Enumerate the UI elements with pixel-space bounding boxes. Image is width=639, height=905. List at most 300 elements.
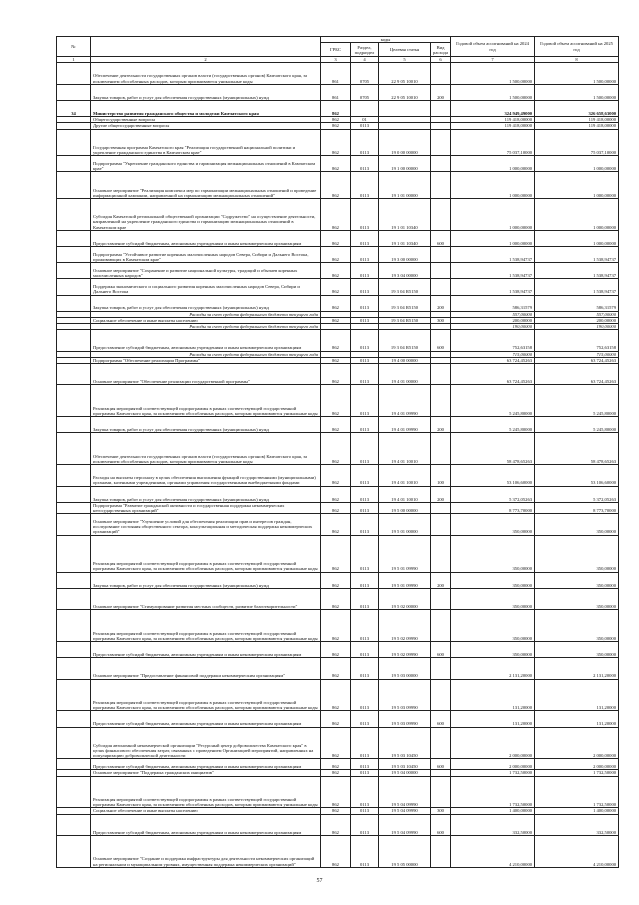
row-target-article: 19 0 00 00000 bbox=[379, 129, 431, 156]
row-name: Основное мероприятие "Реализация комплекса мер по гармонизации межнациональных отношений и проведение информационной кампании, направленной на гармонизацию межнациональных отношений" bbox=[91, 172, 321, 199]
row-number bbox=[57, 156, 91, 172]
row-number bbox=[57, 63, 91, 84]
row-expense-type: 600 bbox=[431, 759, 451, 770]
row-name: Предоставление субсидий бюджетным, автономным учреждениям и иным некоммерческим организациям bbox=[91, 230, 321, 246]
row-grbs: 862 bbox=[321, 317, 351, 323]
row-razdel: 0113 bbox=[351, 172, 379, 199]
row-expense-type: 600 bbox=[431, 814, 451, 835]
row-target-article: 19 3 00 00000 bbox=[379, 246, 431, 262]
row-volume-2025: 1 538,94737 bbox=[535, 263, 619, 279]
header-vr: Вид расхода bbox=[431, 43, 451, 57]
table-row bbox=[57, 198, 619, 230]
row-razdel: 0113 bbox=[351, 246, 379, 262]
row-volume-2024: 63 724,45263 bbox=[451, 357, 535, 363]
row-volume-2025: 119 418,00000 bbox=[535, 123, 619, 129]
row-volume-2025: 63 724,45263 bbox=[535, 357, 619, 363]
row-razdel: 0113 bbox=[351, 156, 379, 172]
row-number bbox=[57, 364, 91, 385]
header-number: № bbox=[57, 37, 91, 57]
row-target-article: 19 5 02 09990 bbox=[379, 610, 431, 642]
row-grbs: 862 bbox=[321, 770, 351, 776]
row-number bbox=[57, 679, 91, 711]
row-expense-type bbox=[431, 246, 451, 262]
row-volume-2024: 350,00000 bbox=[451, 642, 535, 658]
row-target-article: 19 5 05 00000 bbox=[379, 835, 431, 867]
row-expense-type: 600 bbox=[431, 330, 451, 351]
header-codes: коды bbox=[321, 37, 451, 43]
row-razdel: 0113 bbox=[351, 123, 379, 129]
row-volume-2025: 58 478,65263 bbox=[535, 433, 619, 465]
row-target-article: 19 3 04 R5150 bbox=[379, 317, 431, 323]
row-volume-2024: 119 418,00000 bbox=[451, 123, 535, 129]
row-grbs: 861 bbox=[321, 63, 351, 84]
row-target-article: 19 5 03 09990 bbox=[379, 711, 431, 727]
row-name: Субсидия Камчатской региональной общественной организации "Содружество" на осуществление деятельности, направленной на укрепление гражданского единства и гармонизацию межнациональных отношений в Камчатском крае bbox=[91, 198, 321, 230]
row-name: Обеспечение деятельности государственных органов власти (государственных органов) Камчатского края, за исключением обособленных расходов, которым присваиваются уникальные коды bbox=[91, 63, 321, 84]
row-volume-2024: 2 000,00000 bbox=[451, 727, 535, 759]
row-razdel: 0113 bbox=[351, 433, 379, 465]
row-name: Основное мероприятие "Предоставление финансовой поддержки некоммерческим организациям" bbox=[91, 658, 321, 679]
row-razdel: 0113 bbox=[351, 727, 379, 759]
row-razdel: 0113 bbox=[351, 770, 379, 776]
table-row bbox=[57, 588, 619, 609]
row-name: Предоставление субсидий бюджетным, автономным учреждениям и иным некоммерческим организациям bbox=[91, 759, 321, 770]
row-expense-type bbox=[431, 433, 451, 465]
row-target-article: 19 5 03 09990 bbox=[379, 679, 431, 711]
row-volume-2024: 1 000,00000 bbox=[451, 230, 535, 246]
row-razdel: 0113 bbox=[351, 679, 379, 711]
row-expense-type bbox=[431, 658, 451, 679]
table-row bbox=[57, 433, 619, 465]
row-volume-2025: 1 538,94737 bbox=[535, 279, 619, 295]
row-number bbox=[57, 711, 91, 727]
row-volume-2024: 1 000,00000 bbox=[451, 172, 535, 199]
row-number bbox=[57, 433, 91, 465]
row-razdel: 0113 bbox=[351, 317, 379, 323]
row-target-article: 22 9 05 10010 bbox=[379, 63, 431, 84]
row-expense-type bbox=[431, 514, 451, 535]
row-number bbox=[57, 588, 91, 609]
row-target-article: 19 5 04 09990 bbox=[379, 808, 431, 814]
row-volume-2024: 1 538,94737 bbox=[451, 263, 535, 279]
row-number bbox=[57, 759, 91, 770]
row-name: Закупка товаров, работ и услуг для обеспечения государственных (муниципальных) нужд bbox=[91, 84, 321, 100]
row-razdel: 0113 bbox=[351, 330, 379, 351]
table-row bbox=[57, 129, 619, 156]
header-index: 3 bbox=[321, 57, 351, 63]
row-volume-2024: 752,63158 bbox=[451, 330, 535, 351]
row-name: Реализация мероприятий соответствующей подпрограммы в рамках соответствующей государственной программы Камчатского края, за исключением обособленных расходов, которым присваиваются уникальные коды bbox=[91, 535, 321, 572]
row-volume-2024: 119 418,00000 bbox=[451, 117, 535, 123]
row-volume-2025: 1 000,00000 bbox=[535, 156, 619, 172]
row-volume-2025: 5 245,80000 bbox=[535, 417, 619, 433]
row-target-article: 19 4 01 09990 bbox=[379, 417, 431, 433]
row-volume-2025: 5 372,05263 bbox=[535, 486, 619, 502]
row-number bbox=[57, 727, 91, 759]
header-razdel: Раздел, подраздел bbox=[351, 43, 379, 57]
row-razdel: 0113 bbox=[351, 835, 379, 867]
row-target-article: 19 5 04 00000 bbox=[379, 770, 431, 776]
row-expense-type bbox=[431, 100, 451, 116]
row-name: Обеспечение деятельности государственных органов власти (государственных органов) Камчатского края, за исключением обособленных расходов, которым присваиваются уникальные коды bbox=[91, 433, 321, 465]
row-volume-2024: 2 131,20000 bbox=[451, 658, 535, 679]
row-grbs: 862 bbox=[321, 156, 351, 172]
row-expense-type bbox=[431, 835, 451, 867]
row-target-article bbox=[379, 100, 431, 116]
row-volume-2025: 1 732,50000 bbox=[535, 770, 619, 776]
row-name: Расходы за счет средств федерального бюджета текущего года bbox=[91, 311, 321, 317]
row-expense-type: 600 bbox=[431, 711, 451, 727]
row-target-article: 19 5 01 09990 bbox=[379, 572, 431, 588]
row-volume-2025: 190,00000 bbox=[535, 324, 619, 330]
row-target-article: 22 9 05 10010 bbox=[379, 84, 431, 100]
row-target-article: 19 5 01 09990 bbox=[379, 535, 431, 572]
row-name: Реализация мероприятий соответствующей подпрограммы в рамках соответствующей государственной программы Камчатского края, за исключением обособленных расходов, которым присваиваются уникальные коды bbox=[91, 679, 321, 711]
row-name: Закупка товаров, работ и услуг для обеспечения государственных (муниципальных) нужд bbox=[91, 572, 321, 588]
row-expense-type: 200 bbox=[431, 84, 451, 100]
row-name: Закупка товаров, работ и услуг для обеспечения государственных (муниципальных) нужд bbox=[91, 295, 321, 311]
row-grbs: 861 bbox=[321, 84, 351, 100]
row-razdel: 0113 bbox=[351, 364, 379, 385]
row-name: Предоставление субсидий бюджетным, автономным учреждениям и иным некоммерческим организациям bbox=[91, 814, 321, 835]
row-grbs: 862 bbox=[321, 246, 351, 262]
row-name: Подпрограмма "Обеспечение реализации Программы" bbox=[91, 357, 321, 363]
row-target-article: 19 4 01 10010 bbox=[379, 465, 431, 486]
row-grbs: 862 bbox=[321, 330, 351, 351]
row-volume-2025: 2 131,20000 bbox=[535, 658, 619, 679]
row-expense-type bbox=[431, 535, 451, 572]
row-expense-type: 200 bbox=[431, 486, 451, 502]
row-volume-2024: 8 773,70000 bbox=[451, 502, 535, 513]
table-row bbox=[57, 417, 619, 433]
header-csr: Целевая статья bbox=[379, 43, 431, 57]
row-volume-2024: 1 732,50000 bbox=[451, 776, 535, 808]
row-grbs: 862 bbox=[321, 535, 351, 572]
row-name: Основное мероприятие "Поддержка гражданских инициатив" bbox=[91, 770, 321, 776]
row-expense-type: 200 bbox=[431, 572, 451, 588]
row-number bbox=[57, 502, 91, 513]
table-row bbox=[57, 63, 619, 84]
row-volume-2024: 557,00000 bbox=[451, 311, 535, 317]
row-target-article: 19 5 03 10450 bbox=[379, 759, 431, 770]
row-expense-type bbox=[431, 279, 451, 295]
row-volume-2024: 5 372,05263 bbox=[451, 486, 535, 502]
row-expense-type bbox=[431, 198, 451, 230]
row-number bbox=[57, 246, 91, 262]
row-name: Реализация мероприятий соответствующей подпрограммы в рамках соответствующей государственной программы Камчатского края, за исключением обособленных расходов, которым присваиваются уникальные коды bbox=[91, 776, 321, 808]
row-target-article: 19 4 00 00000 bbox=[379, 357, 431, 363]
row-volume-2025: 1 000,00000 bbox=[535, 198, 619, 230]
row-volume-2024: 324 949,49000 bbox=[451, 100, 535, 116]
row-grbs: 862 bbox=[321, 658, 351, 679]
table-row bbox=[57, 610, 619, 642]
row-razdel: 0113 bbox=[351, 385, 379, 417]
row-expense-type: 600 bbox=[431, 642, 451, 658]
row-volume-2025: 350,00000 bbox=[535, 535, 619, 572]
row-number bbox=[57, 279, 91, 295]
row-volume-2025: 53 106,60000 bbox=[535, 465, 619, 486]
row-volume-2025: 1 500,00000 bbox=[535, 84, 619, 100]
row-grbs: 862 bbox=[321, 100, 351, 116]
row-volume-2025: 2 000,00000 bbox=[535, 759, 619, 770]
row-razdel: 0113 bbox=[351, 776, 379, 808]
row-volume-2024: 350,00000 bbox=[451, 514, 535, 535]
row-volume-2024: 350,00000 bbox=[451, 588, 535, 609]
row-volume-2025: 350,00000 bbox=[535, 588, 619, 609]
row-razdel: 0113 bbox=[351, 198, 379, 230]
row-number bbox=[57, 658, 91, 679]
row-target-article: 19 5 03 00000 bbox=[379, 658, 431, 679]
row-volume-2024: 2 000,00000 bbox=[451, 759, 535, 770]
row-expense-type: 200 bbox=[431, 417, 451, 433]
row-volume-2025: 1 500,00000 bbox=[535, 63, 619, 84]
row-volume-2024: 58 478,65263 bbox=[451, 433, 535, 465]
table-row bbox=[57, 535, 619, 572]
row-volume-2024: 350,00000 bbox=[451, 535, 535, 572]
row-razdel: 0113 bbox=[351, 357, 379, 363]
row-target-article: 19 1 01 10340 bbox=[379, 230, 431, 246]
row-volume-2025: 75 037,10000 bbox=[535, 129, 619, 156]
row-volume-2024: 131,20000 bbox=[451, 679, 535, 711]
row-target-article: 19 3 04 R5150 bbox=[379, 330, 431, 351]
row-volume-2024: 200,00000 bbox=[451, 317, 535, 323]
row-volume-2025: 586,31579 bbox=[535, 295, 619, 311]
table-row bbox=[57, 814, 619, 835]
row-target-article: 19 1 01 10340 bbox=[379, 198, 431, 230]
row-volume-2024: 190,00000 bbox=[451, 324, 535, 330]
row-razdel: 0113 bbox=[351, 417, 379, 433]
table-row bbox=[57, 465, 619, 486]
row-volume-2025: 63 724,45263 bbox=[535, 364, 619, 385]
row-name: Социальное обеспечение и иные выплаты населению bbox=[91, 317, 321, 323]
row-name: Основное мероприятие "Создание и поддержка инфраструктуры для деятельности некоммерческих организаций на региональном и муниципальном уровнях, имущественная поддержка некоммерческих организаций" bbox=[91, 835, 321, 867]
row-grbs: 862 bbox=[321, 486, 351, 502]
budget-table bbox=[56, 36, 619, 868]
row-name: Реализация мероприятий соответствующей подпрограммы в рамках соответствующей государственной программы Камчатского края, за исключением обособленных расходов, которым присваиваются уникальные коды bbox=[91, 610, 321, 642]
row-number bbox=[57, 295, 91, 311]
row-number bbox=[57, 572, 91, 588]
row-grbs: 862 bbox=[321, 364, 351, 385]
row-name: Основное мероприятие "Сохранение и развитие национальной культуры, традиций и обычаев коренных малочисленных народов" bbox=[91, 263, 321, 279]
row-number bbox=[57, 835, 91, 867]
row-volume-2024: 586,31579 bbox=[451, 295, 535, 311]
row-volume-2025: 4 210,00000 bbox=[535, 835, 619, 867]
row-grbs: 862 bbox=[321, 514, 351, 535]
table-row bbox=[57, 514, 619, 535]
header-volume-2024: Годовой объем ассигнований на 2024 год bbox=[451, 37, 535, 57]
row-grbs: 862 bbox=[321, 433, 351, 465]
row-number bbox=[57, 263, 91, 279]
row-grbs: 862 bbox=[321, 129, 351, 156]
row-razdel: 0113 bbox=[351, 808, 379, 814]
row-name: Подпрограмма "Устойчивое развитие коренных малочисленных народов Севера, Сибири и Дальнего Востока, проживающих в Камчатском крае" bbox=[91, 246, 321, 262]
row-volume-2025: 1 732,50000 bbox=[535, 776, 619, 808]
row-razdel: 0705 bbox=[351, 84, 379, 100]
row-volume-2024: 1 500,00000 bbox=[451, 84, 535, 100]
row-grbs: 862 bbox=[321, 198, 351, 230]
row-name: Предоставление субсидий бюджетным, автономным учреждениям и иным некоммерческим организациям bbox=[91, 642, 321, 658]
table-row bbox=[57, 679, 619, 711]
row-volume-2024: 350,00000 bbox=[451, 572, 535, 588]
row-name: Подпрограмма "Развитие гражданской активности и государственная поддержка некоммерческих негосударственных организаций" bbox=[91, 502, 321, 513]
row-expense-type bbox=[431, 385, 451, 417]
row-grbs: 862 bbox=[321, 357, 351, 363]
header-index: 8 bbox=[535, 57, 619, 63]
table-header bbox=[57, 37, 619, 63]
row-number bbox=[57, 642, 91, 658]
row-name: Расходы на выплаты персоналу в целях обеспечения выполнения функций государственными (муниципальными) органами, казенными учреждениями, органами управления государственными внебюджетными фондами bbox=[91, 465, 321, 486]
table-row bbox=[57, 84, 619, 100]
table-row bbox=[57, 100, 619, 116]
row-volume-2025: 350,00000 bbox=[535, 514, 619, 535]
row-volume-2025: 1 538,94737 bbox=[535, 246, 619, 262]
row-number bbox=[57, 330, 91, 351]
row-volume-2025: 1 000,00000 bbox=[535, 230, 619, 246]
table-row bbox=[57, 156, 619, 172]
table-row bbox=[57, 230, 619, 246]
row-razdel: 0113 bbox=[351, 642, 379, 658]
row-grbs: 862 bbox=[321, 610, 351, 642]
row-name: Предоставление субсидий бюджетным, автономным учреждениям и иным некоммерческим организациям bbox=[91, 330, 321, 351]
row-volume-2025: 326 658,63000 bbox=[535, 100, 619, 116]
row-volume-2024: 1 000,00000 bbox=[451, 156, 535, 172]
row-expense-type bbox=[431, 129, 451, 156]
row-name: Основное мероприятие "Стимулирование развития местных сообществ, развитие благотворительности" bbox=[91, 588, 321, 609]
row-grbs: 862 bbox=[321, 172, 351, 199]
row-expense-type bbox=[431, 679, 451, 711]
header-grbs: ГРБС bbox=[321, 43, 351, 57]
row-razdel: 0113 bbox=[351, 279, 379, 295]
row-grbs: 862 bbox=[321, 117, 351, 123]
row-razdel: 0705 bbox=[351, 63, 379, 84]
row-target-article: 19 3 04 R5150 bbox=[379, 295, 431, 311]
row-grbs: 862 bbox=[321, 385, 351, 417]
row-target-article: 19 5 04 09990 bbox=[379, 776, 431, 808]
row-volume-2024: 1 732,50000 bbox=[451, 770, 535, 776]
row-number bbox=[57, 417, 91, 433]
row-grbs: 862 bbox=[321, 814, 351, 835]
table-row bbox=[57, 263, 619, 279]
table-row bbox=[57, 385, 619, 417]
row-volume-2025: 200,00000 bbox=[535, 317, 619, 323]
row-volume-2025: 350,00000 bbox=[535, 642, 619, 658]
row-grbs: 862 bbox=[321, 295, 351, 311]
table-row bbox=[57, 279, 619, 295]
row-name: Предоставление субсидий бюджетным, автономным учреждениям и иным некоммерческим организациям bbox=[91, 711, 321, 727]
row-volume-2025: 1 000,00000 bbox=[535, 172, 619, 199]
row-grbs: 862 bbox=[321, 263, 351, 279]
row-target-article: 19 4 01 10010 bbox=[379, 433, 431, 465]
row-expense-type bbox=[431, 727, 451, 759]
row-name: Закупка товаров, работ и услуг для обеспечения государственных (муниципальных) нужд bbox=[91, 417, 321, 433]
table-row bbox=[57, 658, 619, 679]
row-target-article: 19 5 04 09990 bbox=[379, 814, 431, 835]
row-name: Реализация мероприятий соответствующей подпрограммы в рамках соответствующей государственной программы Камчатского края, за исключением обособленных расходов, которым присваиваются уникальные коды bbox=[91, 385, 321, 417]
row-razdel: 0113 bbox=[351, 588, 379, 609]
row-volume-2025: 350,00000 bbox=[535, 572, 619, 588]
header-index: 4 bbox=[351, 57, 379, 63]
table-row bbox=[57, 502, 619, 513]
row-name: Основное мероприятие "Улучшение условий для обеспечения реализации прав и интересов граждан, исследование состояния общественного сектора, консультационная и методическая поддержка некоммерческих организаций" bbox=[91, 514, 321, 535]
row-volume-2025: 715,00000 bbox=[535, 351, 619, 357]
row-razdel: 0113 bbox=[351, 230, 379, 246]
table-row bbox=[57, 572, 619, 588]
row-number bbox=[57, 84, 91, 100]
row-volume-2024: 1 538,94737 bbox=[451, 279, 535, 295]
row-target-article: 19 3 04 R5150 bbox=[379, 279, 431, 295]
row-expense-type: 300 bbox=[431, 317, 451, 323]
row-grbs: 862 bbox=[321, 679, 351, 711]
row-target-article: 19 5 02 00000 bbox=[379, 588, 431, 609]
row-target-article: 19 5 00 00000 bbox=[379, 502, 431, 513]
row-volume-2024: 4 210,00000 bbox=[451, 835, 535, 867]
row-volume-2024: 75 037,10000 bbox=[451, 129, 535, 156]
row-razdel: 0113 bbox=[351, 814, 379, 835]
row-razdel: 0113 bbox=[351, 129, 379, 156]
table-body bbox=[57, 63, 619, 867]
row-name: Основное мероприятие "Обеспечение реализации государственной программы" bbox=[91, 364, 321, 385]
row-grbs: 862 bbox=[321, 417, 351, 433]
row-number bbox=[57, 198, 91, 230]
row-grbs: 862 bbox=[321, 123, 351, 129]
row-volume-2025: 8 773,70000 bbox=[535, 502, 619, 513]
row-volume-2024: 53 106,60000 bbox=[451, 465, 535, 486]
row-target-article: 19 3 04 00000 bbox=[379, 263, 431, 279]
row-expense-type: 200 bbox=[431, 295, 451, 311]
row-target-article: 19 5 03 10450 bbox=[379, 727, 431, 759]
header-name bbox=[91, 37, 321, 57]
row-number bbox=[57, 514, 91, 535]
row-expense-type bbox=[431, 776, 451, 808]
table-row bbox=[57, 727, 619, 759]
row-name: Закупка товаров, работ и услуг для обеспечения государственных (муниципальных) нужд bbox=[91, 486, 321, 502]
row-name: Государственная программа Камчатского края "Реализация государственной национальной политики и укрепление гражданского единства в Камчатском крае" bbox=[91, 129, 321, 156]
row-volume-2024: 1 400,00000 bbox=[451, 808, 535, 814]
row-razdel: 0113 bbox=[351, 502, 379, 513]
row-volume-2024: 332,50000 bbox=[451, 814, 535, 835]
row-expense-type bbox=[431, 63, 451, 84]
row-razdel: 0113 bbox=[351, 572, 379, 588]
row-volume-2024: 350,00000 bbox=[451, 610, 535, 642]
row-volume-2025: 332,50000 bbox=[535, 814, 619, 835]
row-grbs: 862 bbox=[321, 776, 351, 808]
row-expense-type: 300 bbox=[431, 808, 451, 814]
row-expense-type bbox=[431, 610, 451, 642]
row-grbs: 862 bbox=[321, 279, 351, 295]
row-volume-2025: 131,20000 bbox=[535, 711, 619, 727]
row-volume-2024: 1 500,00000 bbox=[451, 63, 535, 84]
page-number: 57 bbox=[316, 878, 323, 884]
row-expense-type bbox=[431, 172, 451, 199]
row-number bbox=[57, 486, 91, 502]
table-row bbox=[57, 246, 619, 262]
row-name: Субсидия автономной некоммерческой организации "Ресурсный центр добровольчества Камчатского края" в целях финансового обеспечения затрат, связанных с проведением Организацией мероприятий, направленных на популяризацию добровольческой деятельности bbox=[91, 727, 321, 759]
row-volume-2025: 752,63158 bbox=[535, 330, 619, 351]
row-expense-type bbox=[431, 502, 451, 513]
row-name: Другие общегосударственные вопросы bbox=[91, 123, 321, 129]
row-razdel: 0113 bbox=[351, 295, 379, 311]
row-grbs: 862 bbox=[321, 835, 351, 867]
table-row bbox=[57, 711, 619, 727]
row-razdel: 0113 bbox=[351, 465, 379, 486]
row-name: Министерство развития гражданского общества и молодежи Камчатского края bbox=[91, 100, 321, 116]
row-razdel: 01 bbox=[351, 117, 379, 123]
row-volume-2024: 5 245,80000 bbox=[451, 417, 535, 433]
row-number: 34 bbox=[57, 100, 91, 116]
row-razdel: 0113 bbox=[351, 486, 379, 502]
row-grbs: 862 bbox=[321, 230, 351, 246]
row-razdel: 0113 bbox=[351, 535, 379, 572]
